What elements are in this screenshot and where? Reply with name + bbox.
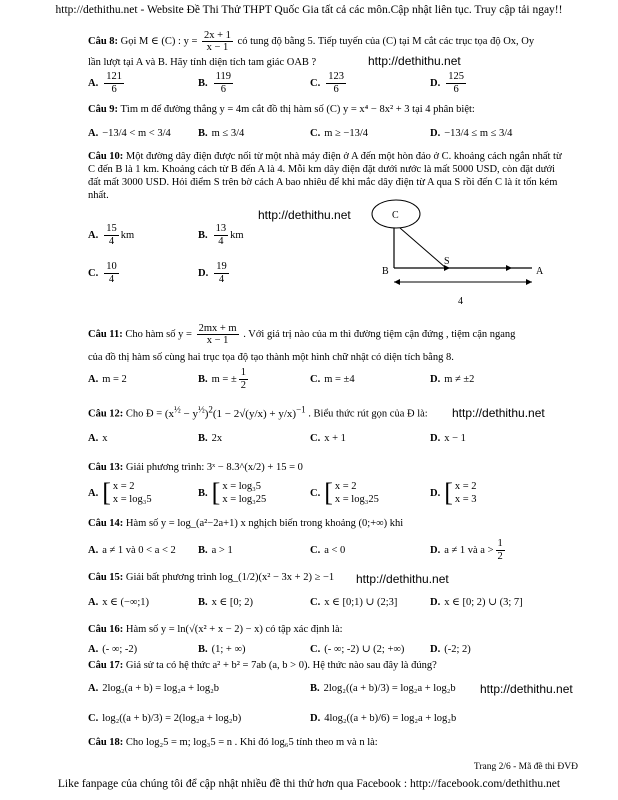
q10-option-c[interactable]: C. $\frac{10}{4}$ <box>88 261 117 285</box>
watermark: http://dethithu.net <box>356 572 449 586</box>
q14-option-c[interactable]: C. a < 0 <box>310 544 346 556</box>
q10-option-b[interactable]: B. $\frac{13}{4}$ km <box>198 223 244 247</box>
q16-label: Câu 16: <box>88 624 124 635</box>
q13-text: Giải phương trình: 3ˣ − 8.3^(x/2) + 15 = 0 <box>125 462 303 473</box>
q15-option-a[interactable]: A. x ∈ (−∞;1) <box>88 596 150 608</box>
label-a: A <box>536 266 544 277</box>
q13-option-c[interactable]: C. [ x = 2 x = log₃25 <box>310 478 379 507</box>
q10-options-row1 <box>88 220 368 250</box>
question-18 <box>88 737 378 748</box>
q12-text: Cho Đ = <box>125 408 163 420</box>
q13-option-b[interactable]: B. [ x = log₃5 x = log₃25 <box>198 478 267 507</box>
q15-option-d[interactable]: D. x ∈ [0; 2) ∪ (3; 7] <box>430 596 523 608</box>
question-9 <box>88 104 475 115</box>
q18-label: Câu 18: <box>88 737 124 748</box>
question-12 <box>88 404 428 420</box>
q8-den: x − 1 <box>206 42 229 54</box>
q13-options <box>88 476 588 510</box>
q8-options <box>88 68 588 98</box>
page-header: http://dethithu.net - Website Đề Thi Thử THPT Quốc Gia tất cả các môn.Cập nhật liên tục. Truy cập tải ngay!! <box>55 4 563 16</box>
q16-text: Hàm số y = ln(√(x² + x − 2) − x) có tập xác định là: <box>125 624 343 635</box>
q15-label: Câu 15: <box>88 572 124 583</box>
q17-option-d[interactable]: D. 4log₂((a + b)/6) = log₂a + log₂b <box>310 712 457 724</box>
watermark: http://dethithu.net <box>480 682 573 696</box>
label-length: 4 <box>458 296 463 307</box>
q14-label: Câu 14: <box>88 518 124 529</box>
question-17 <box>88 660 437 671</box>
question-13 <box>88 462 303 473</box>
q12-option-b[interactable]: B. 2x <box>198 432 223 444</box>
label-s: S <box>444 256 450 267</box>
q11-text: Cho hàm số y = <box>125 328 192 340</box>
q8-option-c[interactable]: C. $\frac{123}{6}$ <box>310 71 344 95</box>
q11-option-b[interactable]: B. m = ± $\frac{1}{2}$ <box>198 367 246 391</box>
question-11: Câu 11: Cho hàm số y = $\frac{2mx + m}{x - 1}$ . Với giá trị nào của m thì đường tiệm cận đứng , tiệm cận ngang <box>88 323 516 347</box>
line-cs <box>400 228 446 268</box>
q8-option-d[interactable]: D. $\frac{125}{6}$ <box>430 71 464 95</box>
arrow-right <box>526 279 532 285</box>
question-14 <box>88 518 403 529</box>
q9-text: Tìm m để đường thẳng y = 4m cắt đồ thị hàm số (C) y = x⁴ − 8x² + 3 tại 4 phân biệt: <box>120 104 475 115</box>
q8-line2: lần lượt tại A và B. Hãy tính diện tích tam giác OAB ? <box>88 57 317 68</box>
q15-option-b[interactable]: B. x ∈ [0; 2) <box>198 596 253 608</box>
q15-option-c[interactable]: C. x ∈ [0;1) ∪ (2;3] <box>310 596 398 608</box>
q10-options-row2 <box>88 258 368 288</box>
arrow-a <box>506 265 512 271</box>
watermark: http://dethithu.net <box>452 406 545 420</box>
q11-text2: . Với giá trị nào của m thì đường tiệm cận đứng , tiệm cận ngang <box>243 328 516 340</box>
q13-label: Câu 13: <box>88 462 124 473</box>
q14-option-b[interactable]: B. a > 1 <box>198 544 233 556</box>
q11-options <box>88 364 588 394</box>
q10-text: Một đường dây điện được nối từ một nhà máy điện ở A đến một hòn đảo ở C. khoảng cách ngắn nhất từ C đến B là 1 km. Khoảng cách từ B đến A là 4. Mỗi km dây điện đặt dưới nước là mất 5000 USD, còn đặt dưới đất mất 3000 USD. Hỏi điểm S trên bờ cách A bao nhiêu để khi mắc dây điện từ A qua S rồi đến C là ít tốn kém nhất. <box>88 151 562 201</box>
arrow-left <box>394 279 400 285</box>
question-15 <box>88 572 334 583</box>
q12-label: Câu 12: <box>88 408 124 420</box>
q11-option-d[interactable]: D. m ≠ ±2 <box>430 373 475 385</box>
q14-text: Hàm số y = log_(a²−2a+1) x nghịch biến trong khoảng (0;+∞) khi <box>125 518 404 529</box>
q13-option-d[interactable]: D. [ x = 2 x = 3 <box>430 478 477 507</box>
q10-label: Câu 10: <box>88 151 124 162</box>
question-10 <box>88 150 568 202</box>
q8-num: 2x + 1 <box>204 30 231 41</box>
q11-option-c[interactable]: C. m = ±4 <box>310 373 355 385</box>
q16-option-a[interactable]: A. (- ∞; -2) <box>88 643 138 655</box>
q15-options <box>88 592 588 612</box>
watermark: http://dethithu.net <box>258 208 351 222</box>
q9-label: Câu 9: <box>88 104 119 115</box>
q11-label: Câu 11: <box>88 328 123 340</box>
q17-text: Giả sử ta có hệ thức a² + b² = 7ab (a, b > 0). Hệ thức nào sau đây là đúng? <box>125 660 437 671</box>
q9-option-b[interactable]: B. m ≤ 3/4 <box>198 127 245 139</box>
q16-option-b[interactable]: B. (1; + ∞) <box>198 643 246 655</box>
label-b: B <box>382 266 389 277</box>
q17-option-c[interactable]: C. log₂((a + b)/3) = 2(log₂a + log₂b) <box>88 712 242 724</box>
q13-option-a[interactable]: A. [ x = 2 x = log₃5 <box>88 478 152 507</box>
page-footer: Like fanpage của chúng tôi để cập nhật nhiều đề thi thử hơn qua Facebook : http://facebook.com/dethithu.net <box>57 778 561 790</box>
q16-option-c[interactable]: C. (- ∞; -2) ∪ (2; +∞) <box>310 643 405 655</box>
q10-diagram <box>370 196 555 314</box>
q8-text2: có tung độ bằng 5. Tiếp tuyến của (C) tại M cắt các trục tọa độ Ox, Oy <box>237 35 535 47</box>
watermark: http://dethithu.net <box>368 54 461 68</box>
q16-option-d[interactable]: D. (-2; 2) <box>430 643 471 655</box>
q12-option-d[interactable]: D. x − 1 <box>430 432 466 444</box>
q8-text: Gọi M ∈ (C) : y = <box>120 35 198 47</box>
question-16 <box>88 624 343 635</box>
q12-expression: $(x^{\frac{1}{2}} - y^{\frac{1}{2}})^2(1 - 2√(y/x) + y/x)^{-1}$ <box>164 404 306 420</box>
q12-options <box>88 428 588 448</box>
q9-options <box>88 118 588 148</box>
page-number: Trang 2/6 - Mã đề thi ĐVĐ <box>473 762 578 772</box>
q11-option-a[interactable]: A. m = 2 <box>88 373 127 385</box>
q17-option-a[interactable]: A. 2log₂(a + b) = log₂a + log₂b <box>88 682 220 694</box>
q14-option-d[interactable]: D. a ≠ 1 và a > $\frac{1}{2}$ <box>430 538 503 562</box>
q9-option-d[interactable]: D. −13/4 ≤ m ≤ 3/4 <box>430 127 513 139</box>
q12-option-a[interactable]: A. x <box>88 432 108 444</box>
q14-option-a[interactable]: A. a ≠ 1 và 0 < a < 2 <box>88 544 176 556</box>
q9-option-c[interactable]: C. m ≥ −13/4 <box>310 127 368 139</box>
q12-option-c[interactable]: C. x + 1 <box>310 432 346 444</box>
q14-options <box>88 535 588 565</box>
q9-option-a[interactable]: A. −13/4 < m < 3/4 <box>88 127 171 139</box>
q10-option-a[interactable]: A. $\frac{15}{4}$ km <box>88 223 135 247</box>
q8-option-a[interactable]: A. $\frac{121}{6}$ <box>88 71 122 95</box>
q17-label: Câu 17: <box>88 660 124 671</box>
q17-options-row2 <box>88 704 588 732</box>
question-8 <box>88 30 534 53</box>
q8-label: Câu 8: <box>88 35 119 47</box>
label-c: C <box>392 210 399 221</box>
q15-text: Giải bất phương trình log_(1/2)(x² − 3x + 2) ≥ −1 <box>125 572 335 583</box>
q16-options <box>88 640 588 658</box>
q18-text: Cho log₂5 = m; log₃5 = n . Khi đó log₆5 tính theo m và n là: <box>125 737 378 748</box>
q8-option-b[interactable]: B. $\frac{119}{6}$ <box>198 71 232 95</box>
q11-line2: của đồ thị hàm số cùng hai trục tọa độ tạo thành một hình chữ nhật có diện tích bằng 8. <box>88 352 454 363</box>
q12-text2: . Biểu thức rút gọn của Đ là: <box>308 408 428 420</box>
q17-option-b[interactable]: B. 2log₂((a + b)/3) = log₂a + log₂b <box>310 682 456 694</box>
q10-option-d[interactable]: D. $\frac{19}{4}$ <box>198 261 227 285</box>
